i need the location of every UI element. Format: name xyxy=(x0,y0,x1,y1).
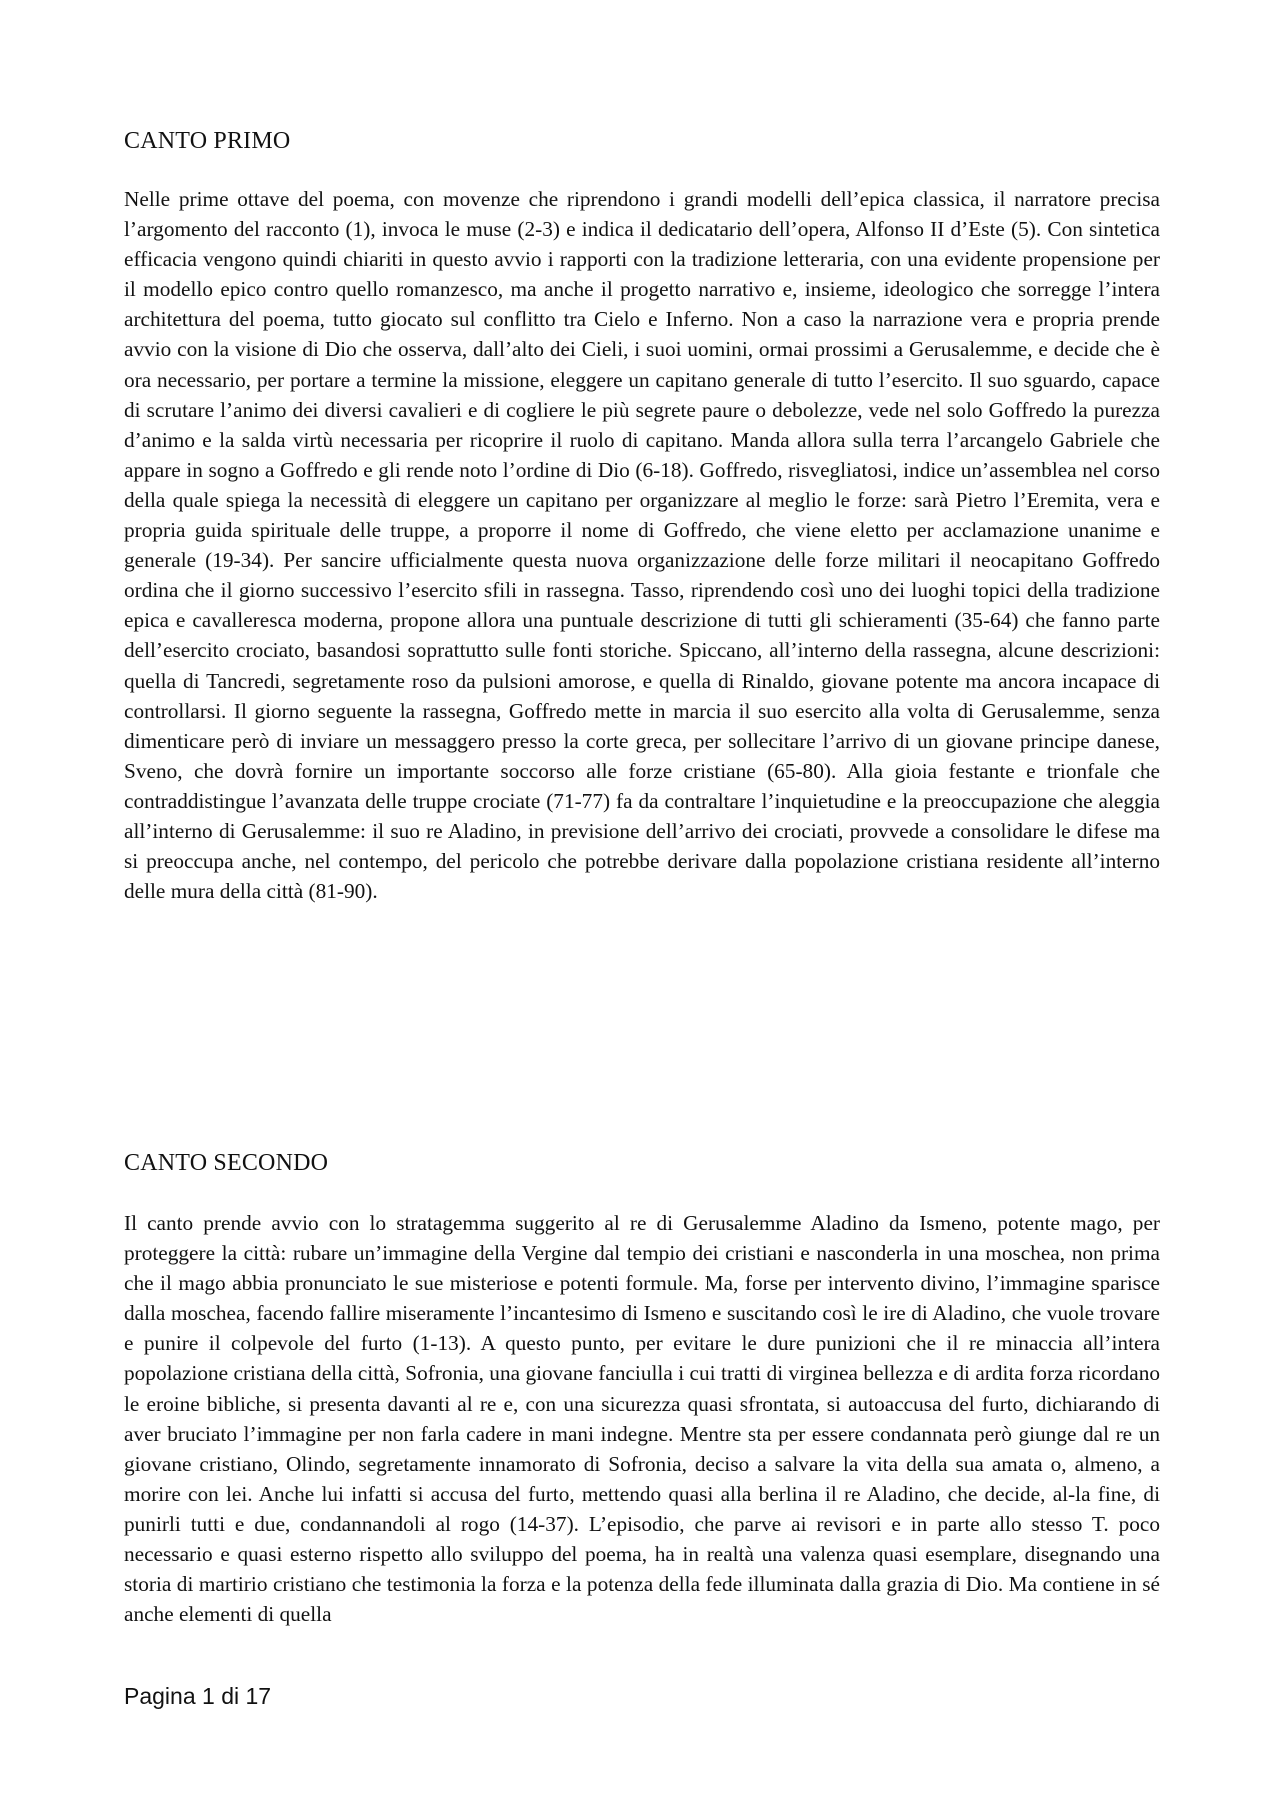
page-number-footer: Pagina 1 di 17 xyxy=(124,1683,272,1709)
section-heading: CANTO PRIMO xyxy=(124,128,291,154)
section-paragraph: Il canto prende avvio con lo stratagemma suggerito al re di Gerusalemme Aladino da Ismeno, potente mago, per proteggere la città: rubare un’immagine della Vergine dal tempio dei cristiani e nasconderla in una moschea, non prima che il mago abbia pronunciato le sue misteriose e potenti formule. Ma, forse per intervento divino, l’immagine sparisce dalla moschea, facendo fallire miseramente l’incantesimo di Ismeno e suscitando così le ire di Aladino, che vuole trovare e punire il colpevole del furto (1-13). A questo punto, per evitare le dure punizioni che il re minaccia all’intera popolazione cristiana della città, Sofronia, una giovane fanciulla i cui tratti di virginea bellezza e di ardita forza ricordano le eroine bibliche, si presenta davanti al re e, con una sicurezza quasi sfrontata, si autoaccusa del furto, dichiarando di aver bruciato l’immagine per non farla cadere in mani indegne. Mentre sta per essere condannata però giunge dal re un giovane cristiano, Olindo, segretamente innamorato di Sofronia, deciso a salvare la vita della sua amata o, almeno, a morire con lei. Anche lui infatti si accusa del furto, mettendo quasi alla berlina il re Aladino, che decide, al-la fine, di punirli tutti e due, condannandoli al rogo (14-37). L’episodio, che parve ai revisori e in parte allo stesso T. poco necessario e quasi esterno rispetto allo sviluppo del poema, ha in realtà una valenza quasi esemplare, disegnando una storia di martirio cristiano che testimonia la forza e la potenza della fede illuminata dalla grazia di Dio. Ma contiene in sé anche elementi di quella xyxy=(124,1211,1160,1627)
section-heading: CANTO SECONDO xyxy=(124,1150,329,1176)
section-paragraph: Nelle prime ottave del poema, con movenze che riprendono i grandi modelli dell’epica classica, il narratore precisa l’argomento del racconto (1), invoca le muse (2-3) e indica il dedicatario dell’opera, Alfonso II d’Este (5). Con sintetica efficacia vengono quindi chiariti in questo avvio i rapporti con la tradizione letteraria, con una evidente propensione per il modello epico contro quello romanzesco, ma anche il progetto narrativo e, insieme, ideologico che sorregge l’intera architettura del poema, tutto giocato sul conflitto tra Cielo e Inferno. Non a caso la narrazione vera e propria prende avvio con la visione di Dio che osserva, dall’alto dei Cieli, i suoi uomini, ormai prossimi a Gerusalemme, e decide che è ora necessario, per portare a termine la missione, eleggere un capitano generale di tutto l’esercito. Il suo sguardo, capace di scrutare l’animo dei diversi cavalieri e di cogliere le più segrete paure o debolezze, vede nel solo Goffredo la purezza d’animo e la salda virtù necessaria per ricoprire il ruolo di capitano. Manda allora sulla terra l’arcangelo Gabriele che appare in sogno a Goffredo e gli rende noto l’ordine di Dio (6-18). Goffredo, risvegliatosi, indice un’assemblea nel corso della quale spiega la necessità di eleggere un capitano per organizzare al meglio le forze: sarà Pietro l’Eremita, vera e propria guida spirituale delle truppe, a proporre il nome di Goffredo, che viene eletto per acclamazione unanime e generale (19-34). Per sancire ufficialmente questa nuova organizzazione delle forze militari il neocapitano Goffredo ordina che il giorno successivo l’esercito sfili in rassegna. Tasso, riprendendo così uno dei luoghi topici della tradizione epica e cavalleresca moderna, propone allora una puntuale descrizione di tutti gli schieramenti (35-64) che fanno parte dell’esercito crociato, basandosi soprattutto sulle fonti storiche. Spiccano, all’interno della rassegna, alcune descrizioni: quella di Tancredi, segretamente roso da pulsioni amorose, e quella di Rinaldo, giovane potente ma ancora incapace di controllarsi. Il giorno seguente la rassegna, Goffredo mette in marcia il suo esercito alla volta di Gerusalemme, senza dimenticare però di inviare un messaggero presso la corte greca, per sollecitare l’arrivo di un giovane principe danese, Sveno, che dovrà fornire un importante soccorso alle forze cristiane (65-80). Alla gioia festante e trionfale che contraddistingue l’avanzata delle truppe crociate (71-77) fa da contraltare l’inquietudine e la preoccupazione che aleggia all’interno di Gerusalemme: il suo re Aladino, in previsione dell’arrivo dei crociati, provvede a consolidare le difese ma si preoccupa anche, nel contempo, del pericolo che potrebbe derivare dalla popolazione cristiana residente all’interno delle mura della città (81-90). xyxy=(124,187,1160,904)
section-canto-secondo xyxy=(124,1148,1160,1629)
section-canto-primo xyxy=(124,126,1160,906)
document-content xyxy=(124,126,1160,1627)
